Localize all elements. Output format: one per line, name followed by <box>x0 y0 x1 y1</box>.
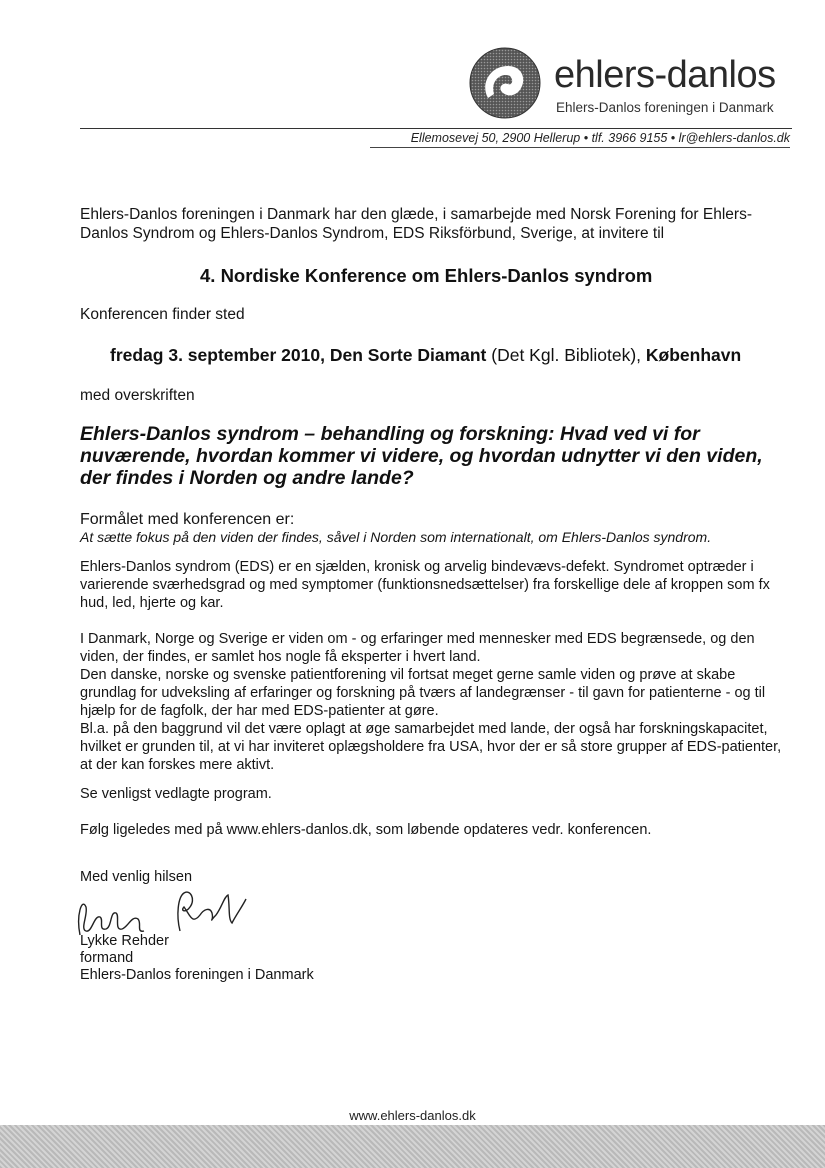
purpose-text: At sætte fokus på den viden der findes, såvel i Norden som internationalt, om Ehlers-Danlos syndrom. <box>80 529 712 545</box>
signer-organization: Ehlers-Danlos foreningen i Danmark <box>80 967 314 983</box>
intro-paragraph: Ehlers-Danlos foreningen i Danmark har den glæde, i samarbejde med Norsk Forening for Ehlers-Danlos Syndrom og Ehlers-Danlos Syndrom, EDS Riksförbund, Sverige, at invitere til <box>80 206 752 242</box>
ehlers-danlos-logo-icon <box>468 46 542 120</box>
eds-paragraph: Ehlers-Danlos syndrom (EDS) er en sjælden, kronisk og arvelig bindevævs-defekt. Syndromet optræder i varierende sværhedsgrad og med symptomer (funktionsnedsættelser) fra forskellige dele af kroppen som fx hud, led, hjerte og kar. <box>80 559 770 611</box>
signer-name: Lykke Rehder <box>80 933 169 949</box>
contact-address: Ellemosevej 50, 2900 Hellerup • tlf. 3966 9155 • lr@ehlers-danlos.dk <box>370 131 790 148</box>
purpose-label: Formålet med konferencen er: <box>80 511 295 528</box>
conference-title: 4. Nordiske Konference om Ehlers-Danlos syndrom <box>200 265 653 286</box>
date-venue: fredag 3. september 2010, Den Sorte Diamant <box>110 345 487 365</box>
nordic-paragraph-2: Den danske, norske og svenske patientforening vil fortsat meget gerne samle viden og prøve at skabe grundlag for udveksling af erfaringer og forskning på tværs af landegrænser - til gavn for patienterne - og til hjælp for de fagfolk, der har med EDS-patienter at gøre. <box>80 667 766 719</box>
see-program-text: Se venligst vedlagte program. <box>80 786 272 802</box>
logo-subtitle: Ehlers-Danlos foreningen i Danmark <box>556 100 774 115</box>
nordic-paragraph-1: I Danmark, Norge og Sverige er viden om - og erfaringer med mennesker med EDS begrænsede, og den viden, der findes, er samlet hos nogle få eksperter i hvert land. <box>80 631 755 665</box>
venue-intro: Konferencen finder sted <box>80 306 245 323</box>
signer-role: formand <box>80 950 134 966</box>
logo-wordmark: ehlers-danlos <box>554 54 776 96</box>
greeting: Med venlig hilsen <box>80 869 193 885</box>
footer-url: www.ehlers-danlos.dk <box>349 1108 476 1123</box>
date-venue-line <box>110 345 741 366</box>
nordic-paragraph <box>80 630 785 774</box>
heading-intro: med overskriften <box>80 387 195 404</box>
city: København <box>645 345 742 365</box>
venue-note: (Det Kgl. Bibliotek), <box>486 345 646 365</box>
header-divider <box>80 128 792 129</box>
footer-band <box>0 1125 825 1168</box>
signer-block <box>80 933 760 984</box>
nordic-paragraph-3: Bl.a. på den baggrund vil det være oplagt at øge samarbejdet med lande, der også har forskningskapacitet, hvilket er grunden til, at vi har inviteret oplægsholdere fra USA, hvor der er så store grupper af EDS-patienter, at der kan forskes mere aktivt. <box>80 721 782 773</box>
conference-headline: Ehlers-Danlos syndrom – behandling og forskning: Hvad ved vi for nuværende, hvordan kommer vi videre, og hvordan udnytter vi den viden, der findes i Norden og andre lande? <box>80 423 763 489</box>
follow-website-text: Følg ligeledes med på www.ehlers-danlos.dk, som løbende opdateres vedr. konferencen. <box>80 822 652 838</box>
